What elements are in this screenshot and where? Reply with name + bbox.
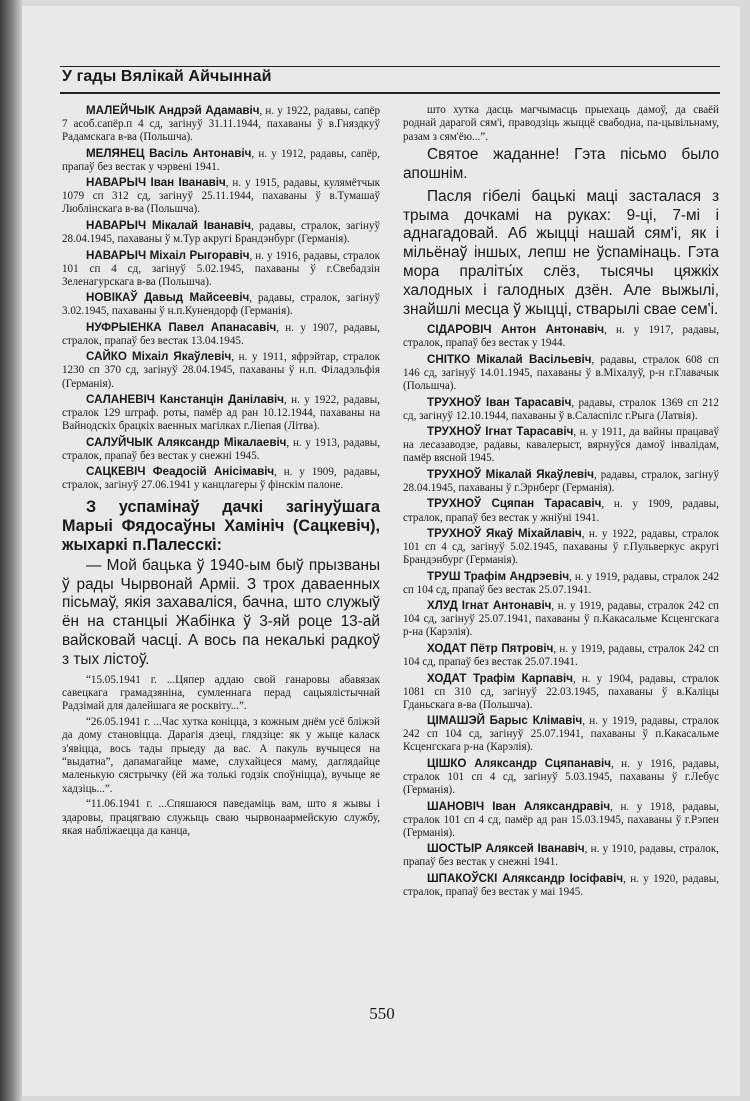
- person-given-name: Павел Апанасавіч: [161, 320, 277, 334]
- person-given-name: Мікалай Якаўлевіч: [481, 467, 594, 481]
- person-entry: [403, 527, 719, 567]
- letter-continuation: што хутка дасць магчымасць прыехаць дамоў, да сваёй роднай дарагой сям'і, праводзіць жыццё свабодна, па-цывільнаму, разам з сям'ёю...”.: [403, 104, 719, 143]
- person-given-name: Васіль Антонавіч: [144, 146, 252, 160]
- person-given-name: Трафім Андрэевіч: [460, 569, 570, 583]
- person-given-name: Пётр Пятровіч: [466, 641, 554, 655]
- person-given-name: Аляксей Іванавіч: [481, 842, 585, 856]
- person-details: , н. у 1904, радавы, стралок 1081 сп 310 сд, загінуў 22.03.1945, пахаваны ў в.Каліцы Гданьскага в-ва (Польшча).: [403, 672, 719, 711]
- person-name: ШОСТЫР: [427, 842, 482, 856]
- person-given-name: Сцяпан Тарасавіч: [481, 497, 602, 511]
- person-given-name: Міхаіл Рыгоравіч: [146, 248, 250, 262]
- person-name: НАВАРЫЧ: [86, 176, 147, 190]
- person-name: САЙКО: [86, 350, 127, 364]
- person-given-name: Аляксандр Сцяпанавіч: [466, 756, 611, 770]
- person-details: , н. у 1909, радавы, стралок, прапаў без вестак у жніўні 1941.: [403, 498, 719, 524]
- person-details: , н. у 1918, радавы, стралок 101 сп 4 сд, памёр ад ран 15.03.1945, пахаваны ў г.Рэпен (Германія).: [403, 800, 720, 839]
- person-name: СІДАРОВІЧ: [427, 323, 492, 337]
- person-entry: [403, 800, 719, 840]
- person-name: МАЛЕЙЧЫК: [86, 104, 155, 117]
- person-given-name: Ігнат Антонавіч: [457, 599, 552, 613]
- person-name: ХОДАТ: [427, 671, 467, 685]
- person-given-name: Якаў Міхайлавіч: [481, 527, 582, 541]
- person-name: ШПАКОЎСКІ: [427, 871, 498, 885]
- person-details: , н. у 1919, радавы, стралок 242 сп 104 сд, прапаў без вестак 25.07.1941.: [403, 642, 719, 669]
- person-name: НОВІКАЎ: [86, 291, 138, 305]
- person-entry: [62, 393, 380, 433]
- person-name: ТРУШ: [427, 569, 461, 583]
- person-details: , н. у 1919, радавы, стралок 242 сп 104 сд, прапаў без вестак 25.07.1941.: [403, 570, 719, 596]
- person-details: , н. у 1922, радавы, стралок 101 сп 4 сд, загінуў 5.02.1945, пахаваны ў г.Пульверкус акругі Брандэнбург (Германія).: [403, 528, 719, 567]
- person-entry: [62, 321, 380, 348]
- person-entry: [403, 672, 719, 712]
- person-entry: [403, 353, 719, 393]
- person-details: , н. у 1916, радавы, стралок 101 сп 4 сд, загінуў 5.02.1945, пахаваны ў г.Свебадзін Зеленагурскага в-ва (Польшча).: [62, 249, 380, 288]
- person-details: , н. у 1922, радавы, стралок 129 штраф. роты, памёр ад ран 10.12.1944, пахаваны на Вайнодскіх брацкіх ваенных магілках г.Ліепая (Літва).: [62, 394, 380, 433]
- person-given-name: Барыс Клімавіч: [484, 714, 583, 728]
- person-details: , н. у 1916, радавы, стралок 101 сп 4 сд, загінуў 5.03.1945, пахаваны ў г.Лебус (Германія).: [403, 757, 720, 797]
- person-details: , радавы, стралок, загінуў 3.02.1945, пахаваны ў н.п.Кунендорф (Германія).: [62, 292, 380, 318]
- person-details: , н. у 1922, радавы, сапёр 7 асоб.сапёр.п 4 сд, загінуў 31.11.1944, пахаваны ў в.Гняздкуў Радамскага в-ва (Польшча).: [62, 105, 380, 144]
- person-given-name: Андрэй Адамавіч: [154, 104, 260, 117]
- person-details: , н. у 1917, радавы, стралок, прапаў без вестак у 1944.: [403, 324, 719, 350]
- person-entry: [403, 872, 719, 899]
- person-name: САЛАНЕВІЧ: [86, 393, 155, 406]
- person-name: НУФРЫЕНКА: [86, 320, 162, 334]
- person-details: , н. у 1909, радавы, стралок, загінуў 27.06.1941 у канцлагеры ў фінскім палоне.: [62, 466, 380, 492]
- person-details: , н. у 1919, радавы, стралок 242 сп 104 сд, загінуў 25.07.1941, пахаваны ў п.Какасальме Ксценгскага р-на (Карэлія).: [403, 715, 719, 754]
- memoir-text: — Мой бацька ў 1940-ым быў прызваны ў рады Чырвонай Арміі. З трох даваенных пісьмаў, якія захаваліся, бачна, што служыў ён на станцыі Жабінка ў 3-яй роце 13-ай вайсковай часці. А вось па некалькі радкоў з тых лістоў.: [62, 556, 380, 668]
- person-entry: [403, 396, 719, 423]
- person-name: САЛУЙЧЫК: [86, 435, 153, 449]
- left-entries-list: [62, 104, 380, 492]
- closing-remark: Святое жаданне! Гэта пісьмо было апошнім.: [403, 146, 719, 183]
- person-entry: [62, 436, 380, 463]
- person-given-name: Міхаіл Якаўлевіч: [126, 350, 232, 364]
- person-entry: [62, 176, 380, 216]
- person-entry: [403, 599, 719, 639]
- person-name: ТРУХНОЎ: [427, 467, 482, 481]
- person-given-name: Мікалай Іванавіч: [146, 218, 251, 232]
- person-entry: [62, 350, 380, 390]
- person-name: ХОДАТ: [427, 641, 467, 655]
- person-details: , н. у 1912, радавы, сапёр, прапаў без вестак у чэрвені 1941.: [62, 147, 381, 173]
- person-entry: [62, 104, 380, 144]
- running-header: У гады Вялікай Айчыннай: [62, 68, 272, 85]
- person-name: САЦКЕВІЧ: [86, 465, 146, 479]
- person-name: ТРУХНОЎ: [427, 497, 482, 511]
- letter-quote: “11.06.1941 г. ...Спяшаюся паведаміць вам, што я жывы і здаровы, працягваю служыць сваю чырвонаармейскую службу, якая набліжаецца да канца,: [62, 798, 380, 838]
- person-entry: [62, 465, 380, 492]
- person-entry: [403, 714, 719, 754]
- person-name: НАВАРЫЧ: [86, 248, 147, 262]
- person-given-name: Антон Антонавіч: [491, 323, 605, 337]
- person-details: , н. у 1915, радавы, кулямётчык 1079 сп 312 сд, загінуў 25.11.1944, пахаваны ў в.Тумашаў Люблінскага в-ва (Польшча).: [62, 177, 381, 216]
- left-column: [62, 104, 380, 840]
- letters-list: [62, 674, 380, 839]
- person-entry: [62, 291, 380, 318]
- person-entry: [403, 468, 719, 495]
- letter-quote: “15.05.1941 г. ...Цяпер аддаю свой ганаровы абавязак савецкага грамадзяніна, сумленнага перад сацыялістычнай Радзімай для далейшага яе росквіту...”.: [62, 673, 380, 713]
- header-rule: [60, 92, 720, 94]
- person-given-name: Трафім Карпавіч: [466, 671, 573, 685]
- person-name: ШАНОВІЧ: [427, 799, 485, 813]
- person-details: , н. у 1913, радавы, стралок, прапаў без вестак у снежні 1945.: [62, 436, 380, 462]
- person-given-name: Феадосій Анісімавіч: [145, 465, 275, 479]
- person-entry: [403, 842, 719, 869]
- person-entry: [403, 642, 719, 669]
- memoir-title: З успамінаў дачкі загінуўшага Марыі Фядосаўны Хамініч (Сацкевіч), жыхаркі п.Палесскі:: [62, 498, 380, 555]
- person-given-name: Аляксандр Мікалаевіч: [152, 435, 287, 449]
- person-given-name: Канстанцін Данілавіч: [154, 393, 285, 406]
- person-entry: [62, 219, 380, 246]
- person-details: , радавы, стралок, загінуў 28.04.1945, пахаваны ў г.Эрнберг (Германія).: [403, 468, 719, 494]
- person-name: ЦІШКО: [427, 756, 467, 770]
- person-given-name: Іван Іванавіч: [146, 176, 226, 190]
- person-entry: [403, 757, 719, 797]
- person-details: , н. у 1920, радавы, стралок, прапаў без вестак у маі 1945.: [403, 872, 719, 898]
- person-details: , радавы, стралок 608 сп 146 сд, загінуў 14.01.1945, пахаваны ў в.Міхалуў, р-н г.Главачык (Польшча).: [403, 353, 719, 393]
- person-name: ТРУХНОЎ: [427, 425, 482, 439]
- person-details: , н. у 1911, яфрэйтар, стралок 1230 сп 370 сд, загінуў 28.04.1945, пахаваны ў н.п. Філадэльфія (Германія).: [62, 351, 381, 390]
- person-given-name: Аляксандр Іосіфавіч: [497, 871, 624, 885]
- top-rule: [60, 66, 720, 67]
- book-spine-shadow: [0, 0, 22, 1101]
- person-details: , н. у 1919, радавы, стралок 242 сп 104 сд, загінуў 25.07.1941, пахаваны ў п.Какасальме Ксценгскага р-на (Карэлія).: [403, 600, 719, 639]
- person-name: ТРУХНОЎ: [427, 527, 482, 541]
- person-entry: [403, 425, 719, 465]
- person-given-name: Іван Аляксандравіч: [484, 799, 611, 813]
- person-entry: [62, 249, 380, 289]
- person-given-name: Іван Тарасавіч: [481, 395, 572, 409]
- person-entry: [403, 323, 719, 350]
- closing-paragraph: Пасля гібелі бацькі маці засталася з трыма дочкамі на руках: 9-ці, 7-мі і аднагадовай. Аб жыцці нашай сям'і, як і мільёнаў іншых, лепш не ўспамінаць. Гэта мора праліты́х слёз, тысячы цяжкіх халодных і галодных дзён. Але выжылі, знайшлі месца ў жыцці, стварылі свае сем'і.: [403, 187, 719, 318]
- right-entries-list: [403, 323, 719, 899]
- person-given-name: Ігнат Тарасавіч: [481, 425, 574, 439]
- page-number: 550: [369, 1004, 395, 1023]
- person-details: , н. у 1910, радавы, стралок, прапаў без вестак у снежні 1941.: [403, 843, 719, 869]
- person-given-name: Давыд Майсеевіч: [137, 291, 250, 305]
- person-entry: [403, 497, 719, 524]
- person-name: ТРУХНОЎ: [427, 395, 482, 409]
- person-details: , н. у 1911, да вайны працаваў на лесазаводзе, радавы, кавалерыст, вярнуўся дамоў інвалідам, памёр вясной 1945.: [403, 426, 719, 465]
- person-name: СНІТКО: [427, 352, 471, 366]
- person-entry: [62, 147, 380, 174]
- person-name: ЦІМАШЭЙ: [427, 714, 485, 728]
- person-entry: [403, 570, 719, 597]
- person-name: МЕЛЯНЕЦ: [86, 146, 145, 160]
- person-given-name: Мікалай Васільевіч: [470, 352, 592, 366]
- person-details: , н. у 1907, радавы, стралок, прапаў без вестак 13.04.1945.: [62, 321, 381, 347]
- person-name: ХЛУД: [427, 599, 458, 613]
- right-column: [403, 104, 719, 901]
- letter-quote: “26.05.1941 г. ...Час хутка коніцца, з кожным днём усё бліжэй да дому становіцца. Дарагія дзеці, глядзіце: як у жыце каласк з'явіцца, вось тады прыеду да вас. А пакуль вучыцеся на “выдатна”, дапамагайце маме, слухайцеся маму, даглядайце маленькую сястрычку (ёй жа толькі годзік споўніцца), вучыце яе хадзіць...”.: [62, 715, 380, 795]
- person-details: , радавы, стралок, загінуў 28.04.1945, пахаваны ў м.Тур акругі Брандэнбург (Германія).: [62, 219, 381, 246]
- person-name: НАВАРЫЧ: [86, 218, 147, 232]
- person-details: , радавы, стралок 1369 сп 212 сд, загінуў 12.10.1944, пахаваны ў в.Саласпілс г.Рыга (Латвія).: [403, 396, 719, 422]
